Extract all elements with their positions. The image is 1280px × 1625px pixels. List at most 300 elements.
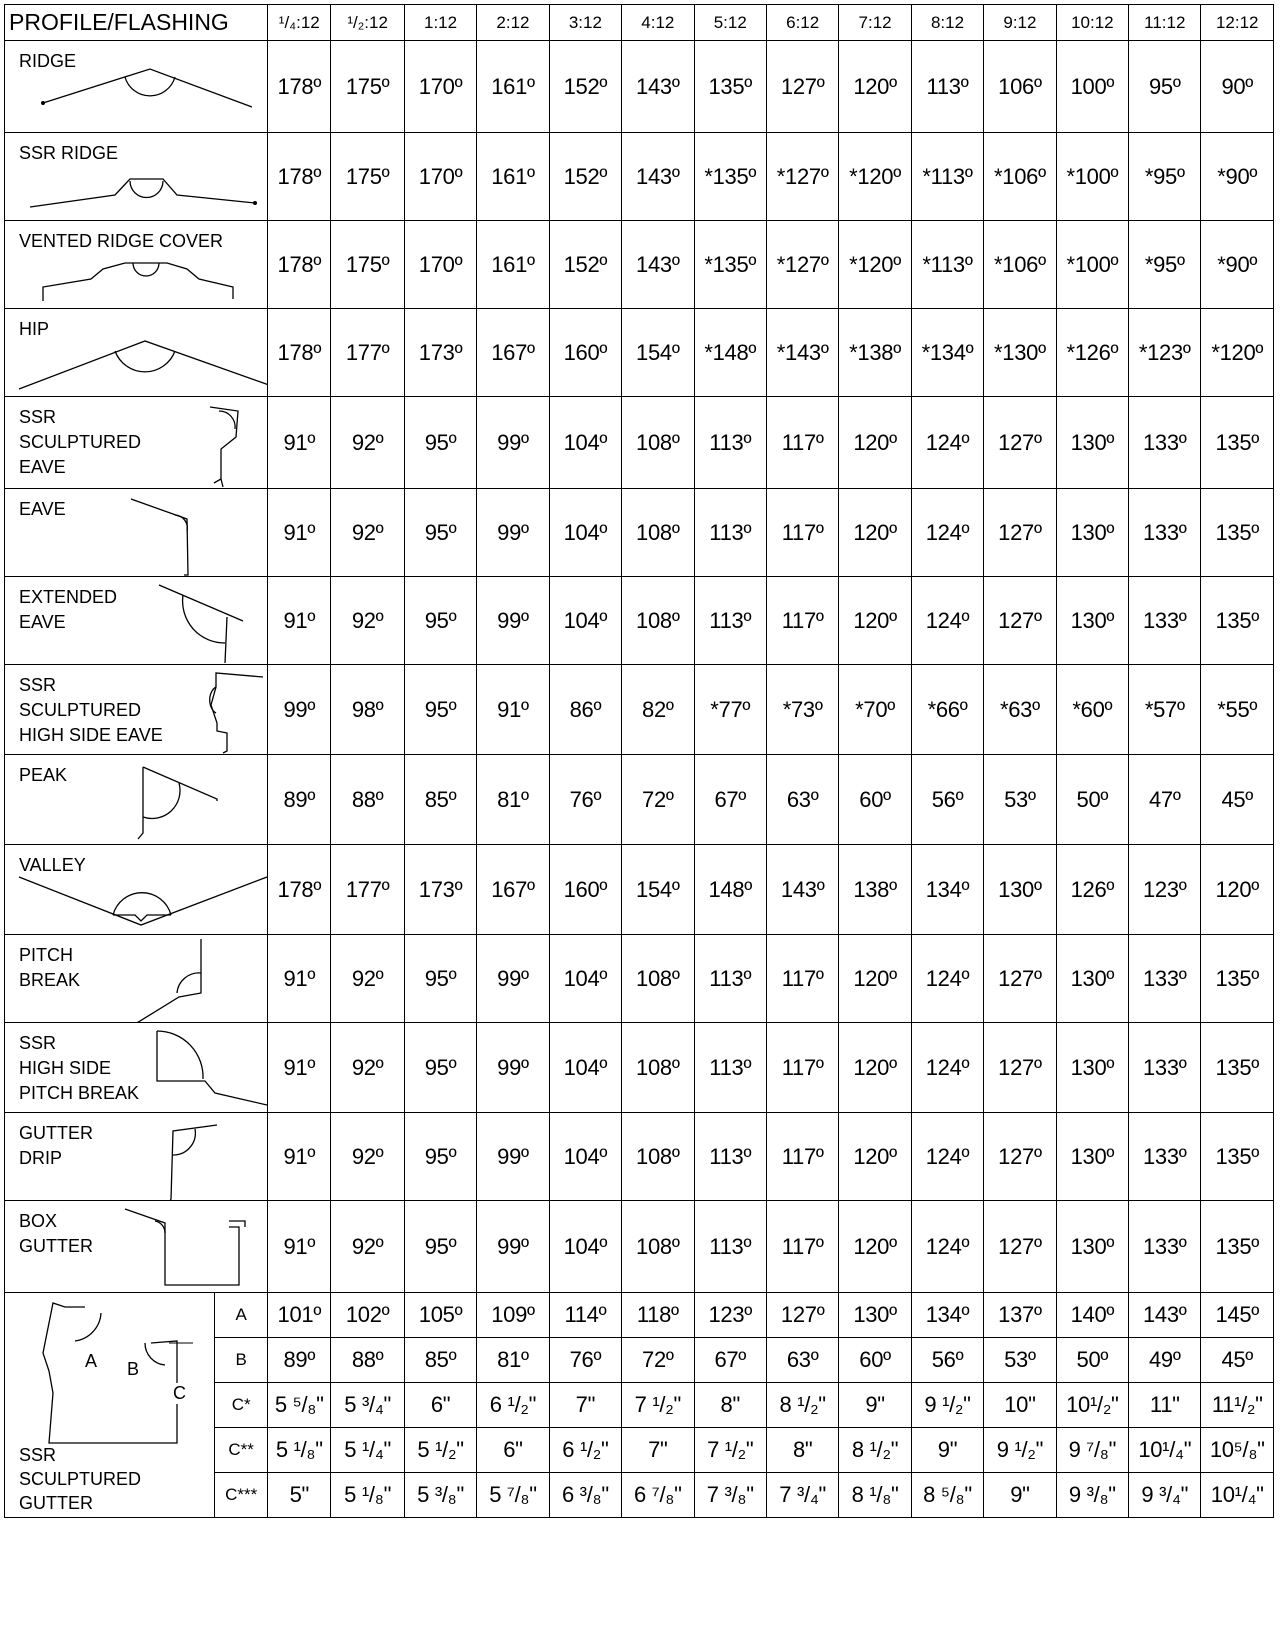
angle-cell: 134º bbox=[911, 845, 983, 935]
angle-cell: 92º bbox=[331, 1113, 404, 1201]
angle-cell: 170º bbox=[404, 221, 476, 309]
gutter-value-cell: 53º bbox=[984, 1338, 1056, 1383]
angle-a-label: A bbox=[85, 1351, 98, 1371]
angle-cell: 92º bbox=[331, 489, 404, 577]
angle-cell: *106º bbox=[984, 221, 1056, 309]
angle-cell: 135º bbox=[1201, 397, 1274, 489]
pitch-header: 8:12 bbox=[911, 5, 983, 41]
angle-cell: *130º bbox=[984, 309, 1056, 397]
gutter-value-cell: 145º bbox=[1201, 1293, 1274, 1338]
angle-cell: 72º bbox=[622, 755, 694, 845]
angle-cell: 81º bbox=[477, 755, 549, 845]
header-row bbox=[5, 5, 1274, 41]
angle-cell: 108º bbox=[622, 397, 694, 489]
angle-cell: 117º bbox=[766, 1201, 838, 1293]
angle-cell: 45º bbox=[1201, 755, 1274, 845]
gutter-value-cell: 67º bbox=[694, 1338, 766, 1383]
angle-cell: *123º bbox=[1129, 309, 1201, 397]
angle-cell: 108º bbox=[622, 1113, 694, 1201]
angle-cell: 95º bbox=[404, 935, 476, 1023]
ssr-sculptured-gutter-cell bbox=[5, 1293, 215, 1518]
gutter-value-cell: 76º bbox=[549, 1338, 621, 1383]
gutter-value-cell: 11¹/₂" bbox=[1201, 1383, 1274, 1428]
profile-row bbox=[5, 489, 1274, 577]
angle-cell: *126º bbox=[1056, 309, 1128, 397]
profile-label: HIP bbox=[19, 319, 50, 339]
angle-cell: 154º bbox=[622, 845, 694, 935]
gutter-value-cell: 8 ¹/₈" bbox=[839, 1473, 911, 1518]
angle-cell: 123º bbox=[1129, 845, 1201, 935]
gutter-value-cell: 72º bbox=[622, 1338, 694, 1383]
angle-cell: 92º bbox=[331, 397, 404, 489]
angle-cell: 95º bbox=[404, 1023, 476, 1113]
angle-cell: 130º bbox=[1056, 577, 1128, 665]
angle-cell: *127º bbox=[766, 133, 838, 221]
angle-cell: 50º bbox=[1056, 755, 1128, 845]
angle-cell: 135º bbox=[1201, 1023, 1274, 1113]
gutter-value-cell: 6 ⁷/₈" bbox=[622, 1473, 694, 1518]
gutter-value-cell: 9 ³/₄" bbox=[1129, 1473, 1201, 1518]
gutter-value-cell: 102º bbox=[331, 1293, 404, 1338]
pitch-header: 1:12 bbox=[404, 5, 476, 41]
angle-cell: 117º bbox=[766, 397, 838, 489]
angle-cell: 104º bbox=[549, 1023, 621, 1113]
angle-cell: 108º bbox=[622, 935, 694, 1023]
angle-cell: 167º bbox=[477, 309, 549, 397]
gutter-value-cell: 50º bbox=[1056, 1338, 1128, 1383]
gutter-value-cell: 5 ³/₈" bbox=[404, 1473, 476, 1518]
angle-cell: *134º bbox=[911, 309, 983, 397]
angle-cell: 161º bbox=[477, 133, 549, 221]
angle-cell: 173º bbox=[404, 845, 476, 935]
gutter-value-cell: 10" bbox=[984, 1383, 1056, 1428]
ssr-sculptured-gutter-label: SSR SCULPTURED GUTTER bbox=[19, 1445, 142, 1513]
angle-cell: 130º bbox=[1056, 1201, 1128, 1293]
angle-cell: 104º bbox=[549, 1201, 621, 1293]
angle-cell: 92º bbox=[331, 577, 404, 665]
angle-cell: 130º bbox=[1056, 1023, 1128, 1113]
angle-cell: 95º bbox=[404, 665, 476, 755]
angle-b-label: B bbox=[127, 1359, 140, 1379]
angle-cell: 127º bbox=[984, 577, 1056, 665]
angle-cell: 133º bbox=[1129, 1113, 1201, 1201]
angle-cell: 154º bbox=[622, 309, 694, 397]
angle-cell: *106º bbox=[984, 133, 1056, 221]
profile-row bbox=[5, 1023, 1274, 1113]
angle-cell: 117º bbox=[766, 935, 838, 1023]
angle-cell: 124º bbox=[911, 489, 983, 577]
angle-cell: *100º bbox=[1056, 133, 1128, 221]
angle-cell: 98º bbox=[331, 665, 404, 755]
angle-cell: 152º bbox=[549, 133, 621, 221]
pitch-header: 6:12 bbox=[766, 5, 838, 41]
angle-cell: 170º bbox=[404, 41, 476, 133]
angle-cell: 113º bbox=[694, 489, 766, 577]
gutter-key-label: A bbox=[215, 1293, 268, 1338]
angle-cell: 91º bbox=[268, 1201, 331, 1293]
profile-row bbox=[5, 665, 1274, 755]
gutter-value-cell: 88º bbox=[331, 1338, 404, 1383]
profile-cell bbox=[5, 1201, 268, 1293]
angle-cell: 127º bbox=[984, 1113, 1056, 1201]
profile-label: EXTENDED EAVE bbox=[19, 587, 118, 632]
gutter-value-cell: 134º bbox=[911, 1293, 983, 1338]
angle-cell: 99º bbox=[268, 665, 331, 755]
profile-row bbox=[5, 845, 1274, 935]
angle-cell: *120º bbox=[1201, 309, 1274, 397]
gutter-value-cell: 9 ⁷/₈" bbox=[1056, 1428, 1128, 1473]
gutter-value-cell: 9 ¹/₂" bbox=[911, 1383, 983, 1428]
angle-cell: 138º bbox=[839, 845, 911, 935]
angle-cell: 91º bbox=[268, 1113, 331, 1201]
profile-label: RIDGE bbox=[19, 51, 77, 71]
angle-cell: 143º bbox=[622, 41, 694, 133]
angle-cell: 104º bbox=[549, 935, 621, 1023]
gutter-value-cell: 6" bbox=[477, 1428, 549, 1473]
angle-cell: 167º bbox=[477, 845, 549, 935]
gutter-key-label: C*** bbox=[215, 1473, 268, 1518]
gutter-value-cell: 6 ¹/₂" bbox=[477, 1383, 549, 1428]
angle-cell: 86º bbox=[549, 665, 621, 755]
angle-cell: 178º bbox=[268, 133, 331, 221]
gutter-value-cell: 56º bbox=[911, 1338, 983, 1383]
pitch-header: 5:12 bbox=[694, 5, 766, 41]
angle-cell: *73º bbox=[766, 665, 838, 755]
angle-cell: *95º bbox=[1129, 221, 1201, 309]
gutter-value-cell: 5 ¹/₂" bbox=[404, 1428, 476, 1473]
angle-cell: *127º bbox=[766, 221, 838, 309]
angle-cell: 124º bbox=[911, 397, 983, 489]
profile-row bbox=[5, 755, 1274, 845]
profile-row bbox=[5, 1113, 1274, 1201]
gutter-value-cell: 8 ¹/₂" bbox=[766, 1383, 838, 1428]
angle-cell: 127º bbox=[984, 489, 1056, 577]
angle-cell: 135º bbox=[1201, 489, 1274, 577]
angle-cell: 135º bbox=[694, 41, 766, 133]
angle-cell: 130º bbox=[1056, 397, 1128, 489]
gutter-value-cell: 8" bbox=[766, 1428, 838, 1473]
angle-cell: 124º bbox=[911, 1201, 983, 1293]
profile-cell bbox=[5, 1023, 268, 1113]
angle-cell: 175º bbox=[331, 133, 404, 221]
gutter-value-cell: 127º bbox=[766, 1293, 838, 1338]
angle-cell: 160º bbox=[549, 309, 621, 397]
gutter-value-cell: 7 ¹/₂" bbox=[694, 1428, 766, 1473]
angle-cell: *66º bbox=[911, 665, 983, 755]
angle-cell: 104º bbox=[549, 397, 621, 489]
gutter-value-cell: 7 ¹/₂" bbox=[622, 1383, 694, 1428]
angle-cell: 126º bbox=[1056, 845, 1128, 935]
angle-cell: 127º bbox=[984, 1201, 1056, 1293]
gutter-value-cell: 10¹/₂" bbox=[1056, 1383, 1128, 1428]
profile-label: SSR HIGH SIDE PITCH BREAK bbox=[19, 1033, 140, 1103]
angle-cell: 178º bbox=[268, 41, 331, 133]
pitch-header: 11:12 bbox=[1129, 5, 1201, 41]
gutter-value-cell: 6" bbox=[404, 1383, 476, 1428]
angle-cell: 124º bbox=[911, 935, 983, 1023]
gutter-value-cell: 7 ³/₄" bbox=[766, 1473, 838, 1518]
angle-cell: 143º bbox=[766, 845, 838, 935]
pitch-header: 4:12 bbox=[622, 5, 694, 41]
angle-cell: 133º bbox=[1129, 1023, 1201, 1113]
gutter-value-cell: 45º bbox=[1201, 1338, 1274, 1383]
angle-cell: 90º bbox=[1201, 41, 1274, 133]
angle-cell: *100º bbox=[1056, 221, 1128, 309]
angle-cell: *120º bbox=[839, 133, 911, 221]
gutter-value-cell: 60º bbox=[839, 1338, 911, 1383]
profile-cell bbox=[5, 221, 268, 309]
pitch-header: 9:12 bbox=[984, 5, 1056, 41]
gutter-key-label: C* bbox=[215, 1383, 268, 1428]
angle-cell: 175º bbox=[331, 41, 404, 133]
angle-cell: *135º bbox=[694, 221, 766, 309]
angle-cell: 108º bbox=[622, 577, 694, 665]
angle-cell: 120º bbox=[839, 41, 911, 133]
pitch-header: ¹/₂:12 bbox=[331, 5, 404, 41]
angle-cell: 113º bbox=[911, 41, 983, 133]
angle-cell: 108º bbox=[622, 1023, 694, 1113]
gutter-value-cell: 5 ¹/₄" bbox=[331, 1428, 404, 1473]
dimension-c-label: C bbox=[173, 1383, 186, 1403]
profile-cell bbox=[5, 1113, 268, 1201]
gutter-value-cell: 7" bbox=[549, 1383, 621, 1428]
angle-cell: 120º bbox=[839, 1201, 911, 1293]
angle-cell: 95º bbox=[404, 1113, 476, 1201]
angle-cell: 91º bbox=[477, 665, 549, 755]
angle-cell: 135º bbox=[1201, 1201, 1274, 1293]
angle-cell: 113º bbox=[694, 577, 766, 665]
angle-cell: 177º bbox=[331, 309, 404, 397]
gutter-value-cell: 85º bbox=[404, 1338, 476, 1383]
angle-cell: 91º bbox=[268, 935, 331, 1023]
angle-cell: 120º bbox=[839, 397, 911, 489]
angle-cell: 130º bbox=[1056, 489, 1128, 577]
angle-cell: 91º bbox=[268, 489, 331, 577]
profile-row bbox=[5, 935, 1274, 1023]
gutter-value-cell: 6 ¹/₂" bbox=[549, 1428, 621, 1473]
angle-cell: 82º bbox=[622, 665, 694, 755]
angle-cell: *77º bbox=[694, 665, 766, 755]
profile-row bbox=[5, 577, 1274, 665]
angle-cell: 161º bbox=[477, 41, 549, 133]
gutter-value-cell: 5 ¹/₈" bbox=[268, 1428, 331, 1473]
pitch-header: 10:12 bbox=[1056, 5, 1128, 41]
angle-cell: 53º bbox=[984, 755, 1056, 845]
gutter-value-cell: 9" bbox=[911, 1428, 983, 1473]
gutter-row bbox=[5, 1293, 1274, 1338]
gutter-value-cell: 10⁵/₈" bbox=[1201, 1428, 1274, 1473]
angle-cell: 99º bbox=[477, 489, 549, 577]
angle-cell: 175º bbox=[331, 221, 404, 309]
gutter-value-cell: 9 ¹/₂" bbox=[984, 1428, 1056, 1473]
angle-cell: 120º bbox=[839, 489, 911, 577]
profile-row bbox=[5, 1201, 1274, 1293]
angle-cell: *95º bbox=[1129, 133, 1201, 221]
angle-cell: 88º bbox=[331, 755, 404, 845]
profile-label: PITCH BREAK bbox=[19, 945, 81, 990]
angle-cell: *148º bbox=[694, 309, 766, 397]
profile-cell bbox=[5, 665, 268, 755]
angle-cell: 133º bbox=[1129, 1201, 1201, 1293]
angle-cell: 120º bbox=[839, 935, 911, 1023]
angle-cell: 99º bbox=[477, 1113, 549, 1201]
gutter-value-cell: 5" bbox=[268, 1473, 331, 1518]
angle-cell: 99º bbox=[477, 935, 549, 1023]
profile-cell bbox=[5, 133, 268, 221]
profile-label: SSR SCULPTURED HIGH SIDE EAVE bbox=[19, 675, 163, 745]
angle-cell: 99º bbox=[477, 1201, 549, 1293]
profile-cell bbox=[5, 489, 268, 577]
gutter-value-cell: 9" bbox=[839, 1383, 911, 1428]
angle-cell: 106º bbox=[984, 41, 1056, 133]
profile-label: VALLEY bbox=[19, 855, 86, 875]
angle-cell: 152º bbox=[549, 41, 621, 133]
angle-cell: *70º bbox=[839, 665, 911, 755]
profile-cell bbox=[5, 577, 268, 665]
angle-cell: 95º bbox=[404, 489, 476, 577]
angle-cell: 124º bbox=[911, 1023, 983, 1113]
angle-cell: *113º bbox=[911, 221, 983, 309]
angle-cell: 120º bbox=[839, 577, 911, 665]
profile-row bbox=[5, 309, 1274, 397]
angle-cell: 170º bbox=[404, 133, 476, 221]
angle-cell: 117º bbox=[766, 1023, 838, 1113]
pitch-header: 3:12 bbox=[549, 5, 621, 41]
profile-row bbox=[5, 41, 1274, 133]
gutter-value-cell: 143º bbox=[1129, 1293, 1201, 1338]
profile-cell bbox=[5, 845, 268, 935]
gutter-value-cell: 63º bbox=[766, 1338, 838, 1383]
angle-cell: 95º bbox=[404, 1201, 476, 1293]
angle-cell: 104º bbox=[549, 577, 621, 665]
gutter-value-cell: 10¹/₄" bbox=[1129, 1428, 1201, 1473]
profile-label: PEAK bbox=[19, 765, 68, 785]
angle-cell: 113º bbox=[694, 1113, 766, 1201]
angle-cell: 91º bbox=[268, 577, 331, 665]
angle-cell: 60º bbox=[839, 755, 911, 845]
angle-cell: 76º bbox=[549, 755, 621, 845]
angle-cell: 99º bbox=[477, 397, 549, 489]
angle-cell: 120º bbox=[1201, 845, 1274, 935]
gutter-value-cell: 7 ³/₈" bbox=[694, 1473, 766, 1518]
profile-row bbox=[5, 397, 1274, 489]
angle-cell: *60º bbox=[1056, 665, 1128, 755]
gutter-value-cell: 89º bbox=[268, 1338, 331, 1383]
angle-cell: *57º bbox=[1129, 665, 1201, 755]
angle-cell: 99º bbox=[477, 577, 549, 665]
profile-cell bbox=[5, 755, 268, 845]
angle-cell: 95º bbox=[404, 397, 476, 489]
angle-cell: 177º bbox=[331, 845, 404, 935]
gutter-value-cell: 5 ¹/₈" bbox=[331, 1473, 404, 1518]
gutter-value-cell: 6 ³/₈" bbox=[549, 1473, 621, 1518]
angle-cell: 99º bbox=[477, 1023, 549, 1113]
angle-cell: 92º bbox=[331, 1201, 404, 1293]
profile-cell bbox=[5, 41, 268, 133]
angle-cell: 143º bbox=[622, 221, 694, 309]
gutter-value-cell: 101º bbox=[268, 1293, 331, 1338]
angle-cell: 108º bbox=[622, 1201, 694, 1293]
gutter-value-cell: 5 ⁵/₈" bbox=[268, 1383, 331, 1428]
angle-cell: 124º bbox=[911, 1113, 983, 1201]
angle-cell: 135º bbox=[1201, 577, 1274, 665]
angle-cell: 133º bbox=[1129, 489, 1201, 577]
angle-cell: 108º bbox=[622, 489, 694, 577]
gutter-value-cell: 8 ⁵/₈" bbox=[911, 1473, 983, 1518]
angle-cell: 117º bbox=[766, 489, 838, 577]
flashing-angle-table bbox=[4, 4, 1274, 1518]
angle-cell: *113º bbox=[911, 133, 983, 221]
gutter-value-cell: 9 ³/₈" bbox=[1056, 1473, 1128, 1518]
angle-cell: 178º bbox=[268, 221, 331, 309]
angle-cell: 120º bbox=[839, 1023, 911, 1113]
gutter-value-cell: 114º bbox=[549, 1293, 621, 1338]
angle-cell: 67º bbox=[694, 755, 766, 845]
angle-cell: 148º bbox=[694, 845, 766, 935]
profile-label: SSR SCULPTURED EAVE bbox=[19, 407, 142, 477]
profile-label: GUTTER DRIP bbox=[19, 1123, 93, 1168]
angle-cell: 127º bbox=[984, 397, 1056, 489]
angle-cell: *138º bbox=[839, 309, 911, 397]
angle-cell: 135º bbox=[1201, 1113, 1274, 1201]
angle-cell: 130º bbox=[1056, 935, 1128, 1023]
profile-cell bbox=[5, 935, 268, 1023]
angle-cell: 63º bbox=[766, 755, 838, 845]
angle-cell: 56º bbox=[911, 755, 983, 845]
angle-cell: 133º bbox=[1129, 577, 1201, 665]
gutter-value-cell: 5 ⁷/₈" bbox=[477, 1473, 549, 1518]
angle-cell: 117º bbox=[766, 1113, 838, 1201]
angle-cell: 91º bbox=[268, 397, 331, 489]
angle-cell: 160º bbox=[549, 845, 621, 935]
angle-cell: 113º bbox=[694, 935, 766, 1023]
angle-cell: 104º bbox=[549, 1113, 621, 1201]
angle-cell: *120º bbox=[839, 221, 911, 309]
angle-cell: *63º bbox=[984, 665, 1056, 755]
angle-cell: 92º bbox=[331, 935, 404, 1023]
gutter-value-cell: 7" bbox=[622, 1428, 694, 1473]
gutter-value-cell: 49º bbox=[1129, 1338, 1201, 1383]
profile-label: EAVE bbox=[19, 499, 66, 519]
angle-cell: 113º bbox=[694, 397, 766, 489]
angle-cell: 113º bbox=[694, 1023, 766, 1113]
profile-label: SSR RIDGE bbox=[19, 143, 119, 163]
pitch-header: 2:12 bbox=[477, 5, 549, 41]
pitch-header: 12:12 bbox=[1201, 5, 1274, 41]
profile-label: VENTED RIDGE COVER bbox=[19, 231, 224, 251]
angle-cell: *143º bbox=[766, 309, 838, 397]
angle-cell: 91º bbox=[268, 1023, 331, 1113]
angle-cell: 133º bbox=[1129, 397, 1201, 489]
profile-row bbox=[5, 133, 1274, 221]
angle-cell: 100º bbox=[1056, 41, 1128, 133]
profile-cell bbox=[5, 397, 268, 489]
gutter-value-cell: 140º bbox=[1056, 1293, 1128, 1338]
gutter-value-cell: 8" bbox=[694, 1383, 766, 1428]
angle-cell: 127º bbox=[984, 935, 1056, 1023]
angle-cell: *90º bbox=[1201, 133, 1274, 221]
profile-row bbox=[5, 221, 1274, 309]
angle-cell: 47º bbox=[1129, 755, 1201, 845]
angle-cell: 161º bbox=[477, 221, 549, 309]
angle-cell: *55º bbox=[1201, 665, 1274, 755]
gutter-key-label: B bbox=[215, 1338, 268, 1383]
angle-cell: 130º bbox=[984, 845, 1056, 935]
gutter-value-cell: 5 ³/₄" bbox=[331, 1383, 404, 1428]
gutter-value-cell: 109º bbox=[477, 1293, 549, 1338]
gutter-value-cell: 11" bbox=[1129, 1383, 1201, 1428]
pitch-header: ¹/₄:12 bbox=[268, 5, 331, 41]
